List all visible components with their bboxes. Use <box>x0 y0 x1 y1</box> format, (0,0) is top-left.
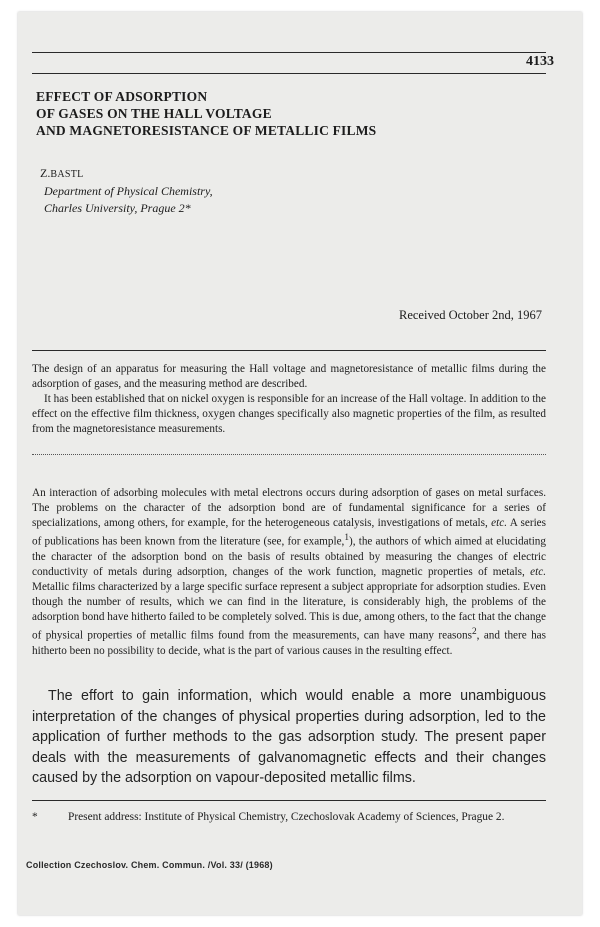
intro-etc-2: etc. <box>530 565 546 578</box>
affiliation-line-1: Department of Physical Chemistry, <box>44 184 213 198</box>
abstract <box>32 362 546 437</box>
author-name <box>40 166 84 181</box>
footnote-text: Present address: Institute of Physical Chemistry, Czechoslovak Academy of Sciences, Prague 2. <box>68 811 505 823</box>
intro-text-5: , and there has hitherto been no possibility to decide, what is the part of various causes in the resulting effect. <box>32 629 546 657</box>
intro-text-4: Metallic films characterized by a large specific surface represent a subject appropriate for adsorption studies. Even though the number of results, which we can find in the literature, is considerably high, the problems of the adsorption bond have hitherto failed to be completely solved. This is due, among others, to the fact that the change of physical properties of metallic films found from the measurements, can have many reasons <box>32 581 546 642</box>
reference-1: 1 <box>344 533 350 544</box>
footnote <box>32 810 546 825</box>
affiliation-line-2: Charles University, Prague 2* <box>44 201 191 215</box>
abstract-paragraph-2: It has been established that on nickel oxygen is responsible for an increase of the Hall voltage. In addition to the effect on the effective film thickness, oxygen changes specifically also magnetic properties of the film, as resulted from the magnetoresistance measurements. <box>32 393 546 435</box>
paper-page <box>18 12 582 915</box>
title-line-3: AND MAGNETORESISTANCE OF METALLIC FILMS <box>36 123 377 138</box>
page-number: 4133 <box>526 54 554 69</box>
abstract-paragraph-1: The design of an apparatus for measuring the Hall voltage and magnetoresistance of metallic films during the adsorption of gases, and the measuring method are described. <box>32 363 546 390</box>
author-surname: BASTL <box>50 169 84 180</box>
title-line-2: OF GASES ON THE HALL VOLTAGE <box>36 106 272 121</box>
reference-2: 2 <box>471 627 477 638</box>
received-date: Received October 2nd, 1967 <box>398 308 542 322</box>
intro-text-2: A series of publications has been known from the literature (see, for example, <box>32 517 546 548</box>
header-rule-top <box>32 52 546 53</box>
intro-text-3: ), the authors of which aimed at elucidating the character of the adsorption bond on the basis of results obtained by measuring the changes of electric conductivity of metals during adsorption, changes of the work function, magnetic properties of metals, <box>32 535 546 578</box>
introduction-paragraph <box>32 486 546 659</box>
abstract-rule-top <box>32 350 546 351</box>
journal-citation <box>26 860 273 870</box>
author-initial: Z. <box>40 166 51 180</box>
footnote-rule <box>32 800 546 801</box>
footnote-marker: * <box>32 811 38 823</box>
journal-volume: /Vol. 33/ (1968) <box>207 860 273 870</box>
body-paragraph-text: The effort to gain information, which would enable a more unambiguous interpretation of the changes of physical properties during adsorption, led to the application of further methods to the gas adsorption study. The present paper deals with the measurements of galvanomagnetic effects and their changes caused by the adsorption on vapour-deposited metallic films. <box>32 688 546 786</box>
intro-text-1: An interaction of adsorbing molecules with metal electrons occurs during adsorption of gases on metal surfaces. The problems on the character of the adsorption bond are of fundamental significance for a series of specializations, among others, for example, for the heterogeneous catalysis, investigations of metals, <box>32 487 546 530</box>
article-title <box>36 88 376 139</box>
abstract-rule-bottom <box>32 454 546 455</box>
body-paragraph <box>32 686 546 789</box>
journal-name: Collection Czechoslov. Chem. Commun. <box>26 860 206 870</box>
title-line-1: EFFECT OF ADSORPTION <box>36 89 208 104</box>
author-affiliation <box>44 183 213 217</box>
header-rule-bottom <box>32 73 546 74</box>
intro-etc-1: etc. <box>491 517 507 530</box>
